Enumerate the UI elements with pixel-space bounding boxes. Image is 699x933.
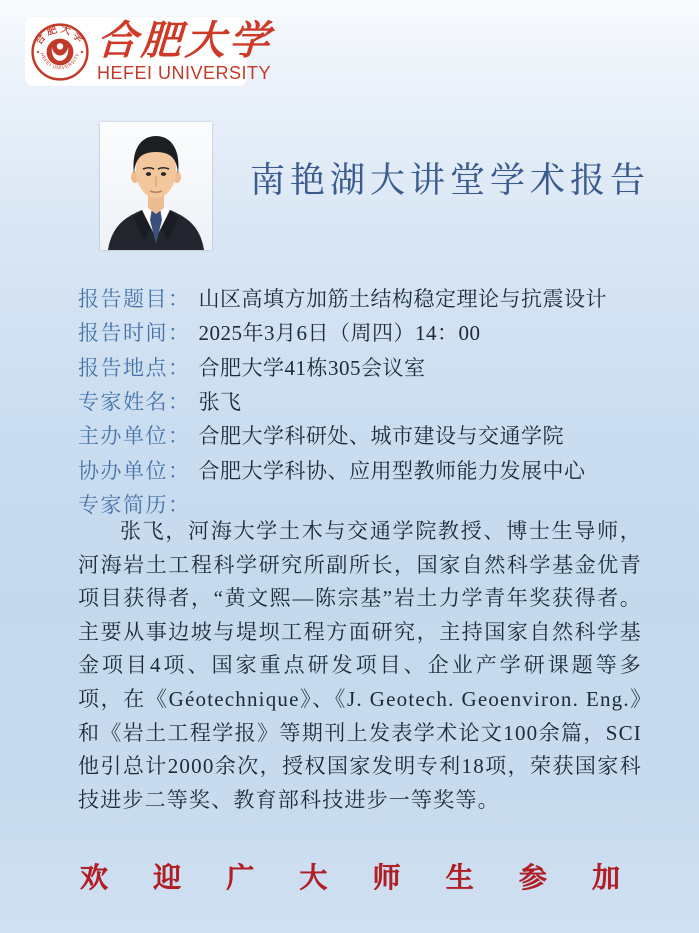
seal-top-text: 合肥大学 xyxy=(33,23,87,47)
welcome-char: 广 xyxy=(226,863,255,894)
detail-label: 报告题目： xyxy=(78,287,191,312)
university-logo xyxy=(25,17,275,86)
welcome-char: 迎 xyxy=(153,863,182,894)
details-list xyxy=(78,281,648,521)
seal-bottom-text: HEFEI UNIVERSITY xyxy=(38,51,82,71)
detail-label: 主办单位： xyxy=(78,424,191,449)
detail-row-speaker xyxy=(78,384,648,418)
welcome-char: 生 xyxy=(445,863,474,894)
detail-value: 合肥大学科协、应用型教师能力发展中心 xyxy=(198,458,586,483)
logo-names xyxy=(95,18,275,83)
detail-value: 山区高填方加筋土结构稳定理论与抗震设计 xyxy=(198,287,607,312)
detail-label: 专家姓名： xyxy=(78,390,191,415)
poster-title: 南艳湖大讲堂学术报告 xyxy=(249,161,650,200)
detail-value: 2025年3月6日（周四）14：00 xyxy=(198,321,481,346)
speaker-photo xyxy=(100,122,212,250)
detail-row-host xyxy=(78,418,648,452)
detail-label: 报告时间： xyxy=(78,321,191,346)
university-seal-icon xyxy=(29,21,91,83)
detail-row-topic xyxy=(78,281,648,315)
detail-row-cohost xyxy=(78,452,648,486)
detail-row-time xyxy=(78,315,648,349)
welcome-line xyxy=(80,856,620,896)
detail-label: 协办单位： xyxy=(78,458,191,483)
speaker-biography: 张飞，河海大学土木与交通学院教授、博士生导师，河海岩土工程科学研究所副所长，国家自然科学基金优青项目获得者，“黄文熙—陈宗基”岩土力学青年奖获得者。主要从事边坡与堤坝工程方面研究，主持国家自然科学基金项目4项、国家重点研发项目、企业产学研课题等多项，在《Géotechnique》、《J. Geotech. Geoenviron. Eng.》和《岩土工程学报》等期刊上发表学术论文100余篇，SCI他引总计2000余次，授权国家发明专利18项，荣获国家科技进步二等奖、教育部科技进步一等奖等。 xyxy=(78,519,642,812)
welcome-char: 参 xyxy=(518,863,547,894)
university-name-en: HEFEI UNIVERSITY xyxy=(97,63,272,83)
welcome-char: 欢 xyxy=(80,863,109,894)
welcome-char: 师 xyxy=(372,863,401,894)
welcome-char: 加 xyxy=(591,863,620,894)
detail-value: 张飞 xyxy=(198,390,242,415)
detail-label: 报告地点： xyxy=(78,355,191,380)
detail-value: 合肥大学41栋305会议室 xyxy=(198,355,426,380)
detail-value: 合肥大学科研处、城市建设与交通学院 xyxy=(198,424,564,449)
university-name-cn: 合肥大学 xyxy=(95,18,275,63)
welcome-char: 大 xyxy=(299,863,328,894)
detail-row-location xyxy=(78,350,648,384)
detail-label: 专家简历： xyxy=(78,492,191,517)
